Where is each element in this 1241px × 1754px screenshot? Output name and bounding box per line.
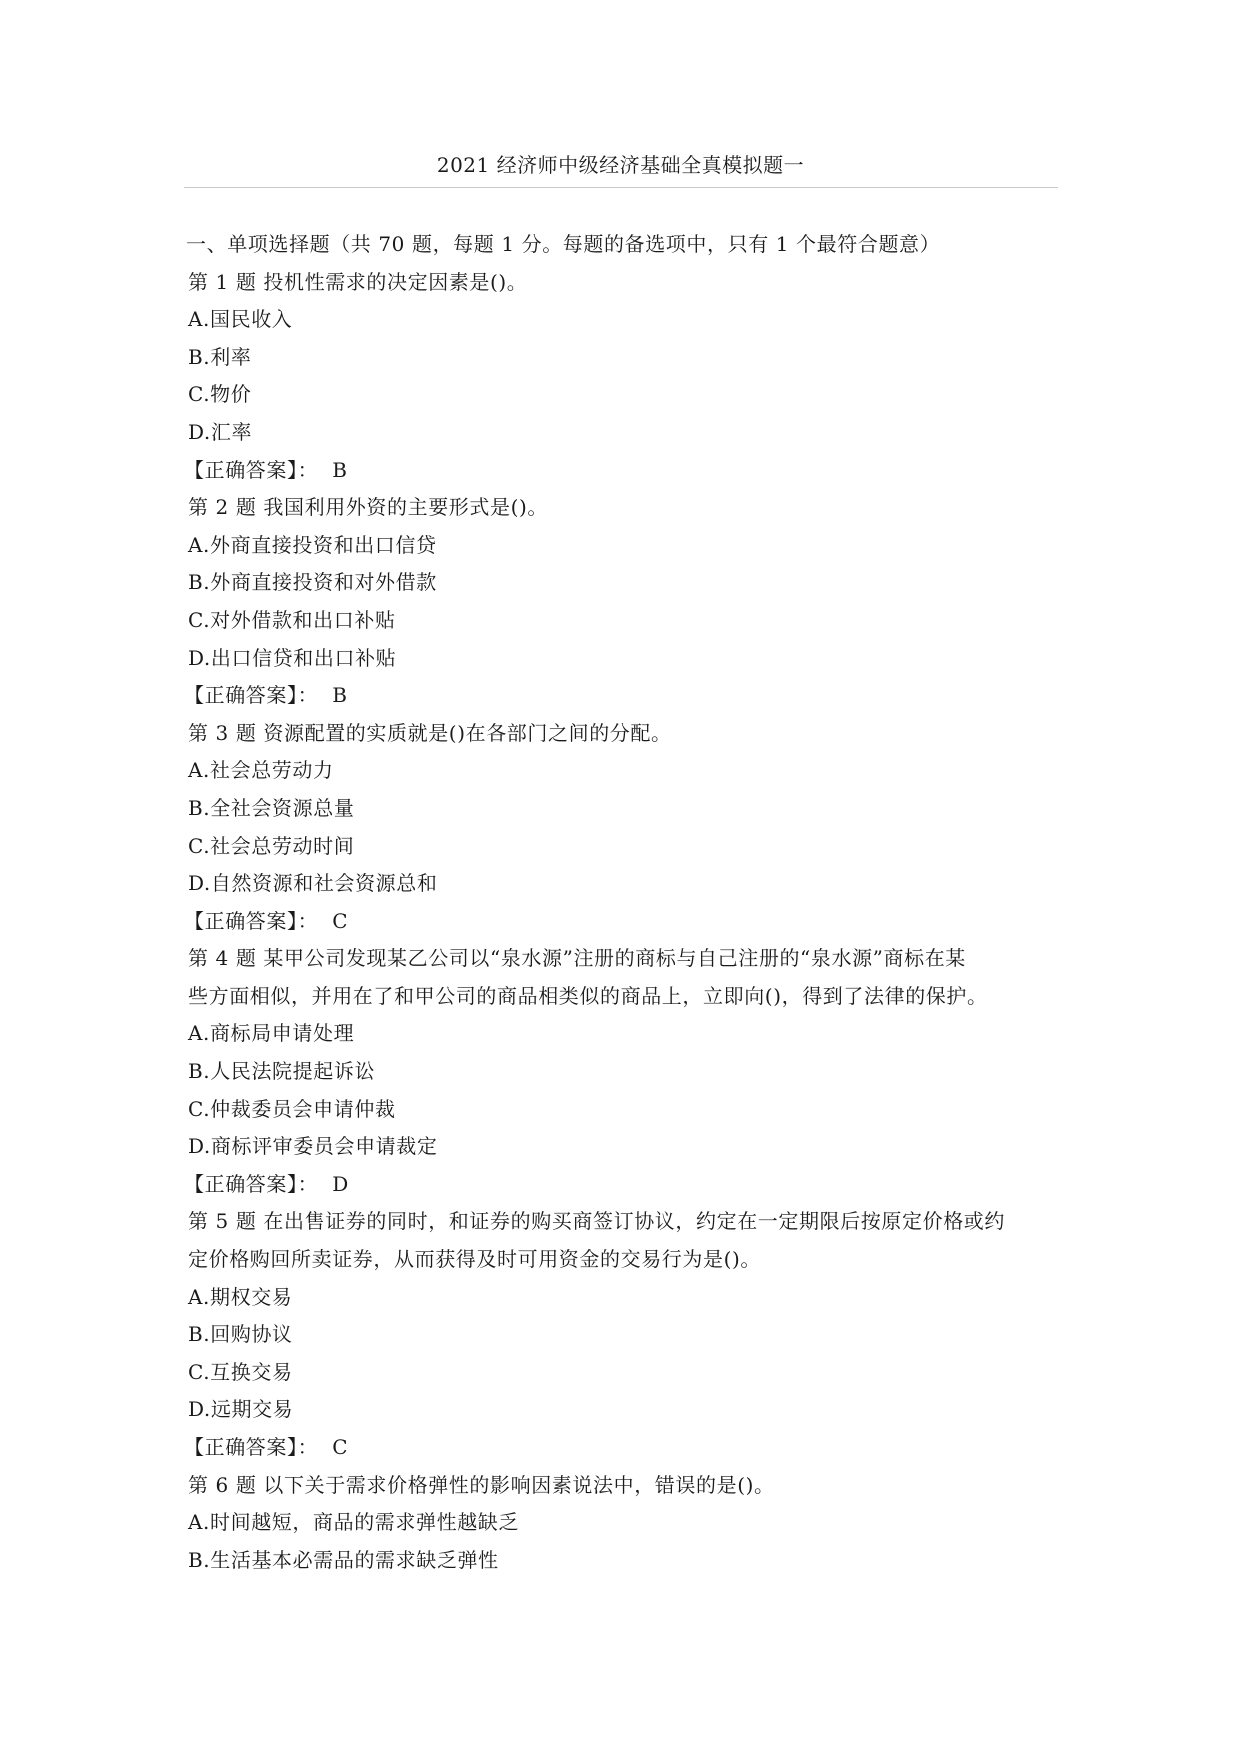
option-item: C.互换交易 — [188, 1359, 293, 1384]
question-stem: 第 3 题 资源配置的实质就是()在各部门之间的分配。 — [188, 720, 672, 745]
question-block — [184, 715, 1068, 941]
question-stem: 第 5 题 在出售证券的同时，和证券的购买商签订协议，约定在一定期限后按原定价格或约 — [188, 1209, 1005, 1234]
question-block — [184, 940, 1068, 1203]
answer-line — [184, 677, 1068, 715]
answer-label: 【正确答案】： — [184, 908, 319, 933]
option-item: D.自然资源和社会资源总和 — [188, 871, 438, 896]
option-item: A.期权交易 — [188, 1284, 293, 1309]
document-title: 2021 经济师中级经济基础全真模拟题一 — [436, 153, 805, 177]
question-block — [184, 1203, 1068, 1466]
question-block — [184, 489, 1068, 715]
question-stem: 第 6 题 以下关于需求价格弹性的影响因素说法中，错误的是()。 — [188, 1472, 775, 1497]
question-block — [188, 1467, 1068, 1580]
question-block — [184, 264, 1068, 490]
option-item: D.商标评审委员会申请裁定 — [188, 1134, 438, 1159]
answer-line — [184, 1166, 1068, 1204]
option-item: C.社会总劳动时间 — [188, 833, 355, 858]
answer-line — [184, 1429, 1068, 1467]
answer-label: 【正确答案】： — [184, 1171, 319, 1196]
question-stem: 第 1 题 投机性需求的决定因素是()。 — [188, 269, 528, 294]
option-item: B.生活基本必需品的需求缺乏弹性 — [188, 1547, 499, 1572]
option-item: A.社会总劳动力 — [188, 758, 334, 783]
answer-value: C — [332, 908, 349, 933]
answer-label: 【正确答案】： — [184, 683, 319, 708]
option-item: C.对外借款和出口补贴 — [188, 607, 396, 632]
option-item: C.仲裁委员会申请仲裁 — [188, 1096, 396, 1121]
answer-line — [184, 903, 1068, 941]
answer-label: 【正确答案】： — [184, 457, 319, 482]
option-item: B.全社会资源总量 — [188, 795, 355, 820]
answer-value: B — [332, 683, 348, 708]
document-body — [184, 226, 1068, 1579]
option-item: A.时间越短，商品的需求弹性越缺乏 — [188, 1510, 520, 1535]
option-item: B.外商直接投资和对外借款 — [188, 570, 437, 595]
title-divider — [184, 187, 1058, 188]
option-item: D.汇率 — [188, 419, 253, 444]
option-item: A.商标局申请处理 — [188, 1021, 355, 1046]
question-stem: 第 4 题 某甲公司发现某乙公司以“泉水源”注册的商标与自己注册的“泉水源”商标在某 — [188, 946, 966, 971]
answer-value: B — [332, 457, 348, 482]
option-item: A.国民收入 — [188, 307, 293, 332]
option-item: D.远期交易 — [188, 1397, 294, 1422]
answer-label: 【正确答案】： — [184, 1435, 319, 1459]
question-stem-continued: 些方面相似，并用在了和甲公司的商品相类似的商品上，立即向()，得到了法律的保护。 — [188, 983, 988, 1008]
section-heading: 一、单项选择题（共 70 题，每题 1 分。每题的备选项中，只有 1 个最符合题意） — [186, 232, 941, 256]
answer-value: C — [332, 1435, 349, 1459]
option-item: B.回购协议 — [188, 1322, 293, 1347]
option-item: C.物价 — [188, 382, 252, 407]
option-item: D.出口信贷和出口补贴 — [188, 645, 397, 670]
option-item: B.利率 — [188, 344, 252, 369]
option-item: B.人民法院提起诉讼 — [188, 1059, 376, 1084]
option-item: A.外商直接投资和出口信贷 — [188, 532, 437, 557]
question-stem: 第 2 题 我国利用外资的主要形式是()。 — [188, 495, 549, 520]
answer-line — [184, 452, 1068, 490]
answer-value: D — [332, 1171, 349, 1196]
question-stem-continued: 定价格购回所卖证券，从而获得及时可用资金的交易行为是()。 — [188, 1247, 762, 1272]
